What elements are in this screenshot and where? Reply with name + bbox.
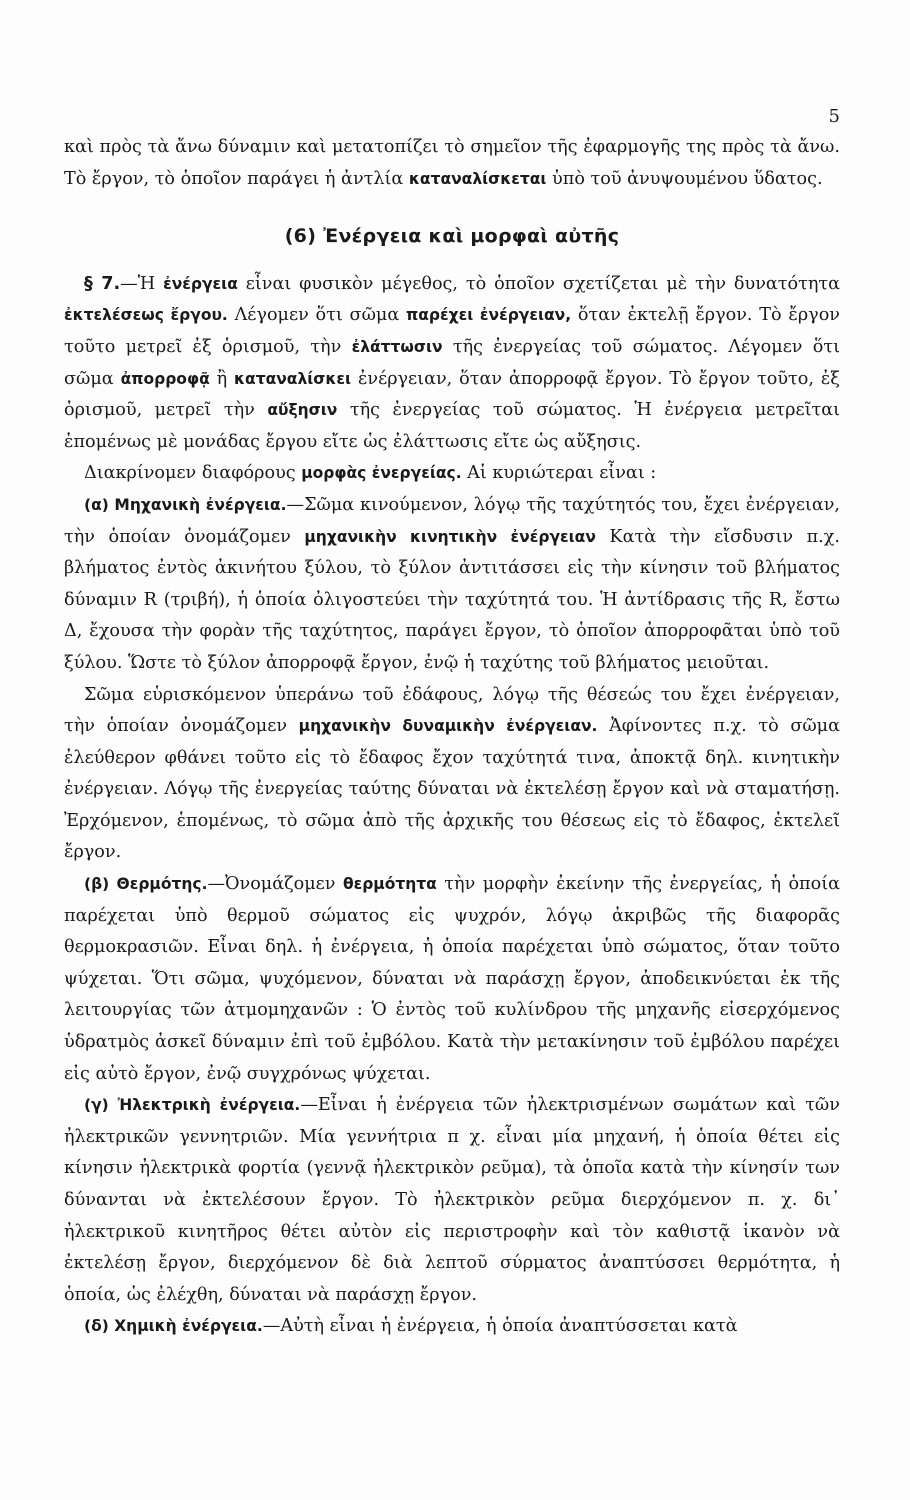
subsection-label: (δ) Χημικὴ ἐνέργεια. [84,1317,263,1336]
paragraph-definition: § 7.—Ἡ ἐνέργεια εἶναι φυσικὸν μέγεθος, τὸ ὁποῖον σχετίζεται μὲ τὴν δυνατότητα ἐκτελέσεως ἔργου. Λέγομεν ὅτι σῶμα παρέχει ἐνέργειαν, ὅταν ἐκτελῇ ἔργον. Τὸ ἔργον τοῦτο μετρεῖ ἐξ ὁρισμοῦ, τὴν ἐλάττωσιν τῆς ἐνεργείας τοῦ σώματος. Λέγομεν ὅτι σῶμα ἀπορροφᾷ ἢ καταναλίσκει ἐνέργειαν, ὅταν ἀπορροφᾷ ἔργον. Τὸ ἔργον τοῦτο, ἐξ ὁρισμοῦ, μετρεῖ τὴν αὔξησιν τῆς ἐνεργείας τοῦ σώματος. Ἡ ἐνέργεια μετρεῖται ἑπομένως μὲ μονάδας ἔργου εἴτε ὡς ἐλάττωσις εἴτε ὡς αὔξησις. [64,273,840,452]
emphasis: αὔξησιν [267,401,338,420]
emphasis: θερμότητα [342,875,437,894]
section-heading: (6) Ἐνέργεια καὶ μορφαὶ αὐτῆς [284,225,620,248]
text-body [64,132,840,1343]
paragraph-forms: Διακρίνομεν διαφόρους μορφὰς ἐνεργείας. Αἱ κυριώτεραι εἶναι : [84,463,657,484]
page-number: 5 [828,106,840,127]
paragraph-mechanical: (α) Μηχανικὴ ἐνέργεια.—Σῶμα κινούμενον, λόγῳ τῆς ταχύτητός του, ἔχει ἐνέργειαν, τὴν ὁποίαν ὀνομάζομεν μηχανικὴν κινητικὴν ἐνέργειαν Κατὰ τὴν εἴσδυσιν π.χ. βλήματος ἐντὸς ἀκινήτου ξύλου, τὸ ξύλον ἀντιτάσσει εἰς τὴν κίνησιν τοῦ βλήματος δύναμιν R (τριβή), ἡ ὁποία ὀλιγοστεύει τὴν ταχύτητά του. Ἡ ἀντίδρασις τῆς R, ἔστω Δ, ἔχουσα τὴν φορὰν τῆς ταχύτητος, παράγει ἔργον, τὸ ὁποῖον ἀπορροφᾶται ὑπὸ τοῦ ξύλου. Ὥστε τὸ ξύλον ἀπορροφᾷ ἔργον, ἐνῷ ἡ ταχύτης τοῦ βλήματος μειοῦται. [64,494,840,673]
emphasis: μηχανικὴν δυναμικὴν ἐνέργειαν. [298,717,598,736]
emphasis: μορφὰς ἐνεργείας. [301,464,462,483]
emphasis: παρέχει ἐνέργειαν, [406,306,572,325]
emphasis: ἐνέργεια [163,274,238,293]
section-number: § 7. [84,273,121,294]
subsection-label: (β) Θερμότης. [84,875,208,894]
paragraph-potential: Σῶμα εὑρισκόμενον ὑπεράνω τοῦ ἐδάφους, λόγῳ τῆς θέσεώς του ἔχει ἐνέργειαν, τὴν ὁποίαν ὀνομάζομεν μηχανικὴν δυναμικὴν ἐνέργειαν. Ἀφίνοντες π.χ. τὸ σῶμα ἐλεύθερον φθάνει τοῦτο εἰς τὸ ἔδαφος ἔχον ταχύτητά τινα, ἀποκτᾷ δηλ. κινητικὴν ἐνέργειαν. Λόγῳ τῆς ἐνεργείας ταύτης δύναται νὰ ἐκτελέσῃ ἔργον καὶ νὰ σταματήσῃ. Ἐρχόμενον, ἑπομένως, τὸ σῶμα ἀπὸ τῆς ἀρχικῆς του θέσεως εἰς τὸ ἔδαφος, ἐκτελεῖ ἔργον. [64,684,840,863]
emphasis: ἐκτελέσεως ἔργου. [64,306,228,325]
paragraph-electric: (γ) Ἠλεκτρικὴ ἐνέργεια.—Εἶναι ἡ ἐνέργεια τῶν ἠλεκτρισμένων σωμάτων καὶ τῶν ἠλεκτρικῶν γεννητριῶν. Μία γεννήτρια π χ. εἶναι μία μηχανή, ἡ ὁποία θέτει εἰς κίνησιν ἠλεκτρικὰ φορτία (γεννᾷ ἠλεκτρικὸν ρεῦμα), τὰ ὁποῖα κατὰ τὴν κίνησίν των δύνανται νὰ ἐκτελέσουν ἔργον. Τὸ ἠλεκτρικὸν ρεῦμα διερχόμενον π. χ. δι᾿ ἠλεκτρικοῦ κινητῆρος θέτει αὐτὸν εἰς περιστροφὴν καὶ τὸν καθιστᾷ ἱκανὸν νὰ ἐκτελέσῃ ἔργον, διερχόμενον δὲ διὰ λεπτοῦ σύρματος ἀναπτύσσει θερμότητα, ἡ ὁποία, ὡς ἐλέχθη, δύναται νὰ παράσχῃ ἔργον. [64,1095,840,1305]
subsection-label: (α) Μηχανικὴ ἐνέργεια. [84,495,287,514]
emphasis: ἀπορροφᾷ [120,369,210,388]
paragraph-chemical: (δ) Χημικὴ ἐνέργεια.—Αὐτὴ εἶναι ἡ ἐνέργεια, ἡ ὁποία ἀναπτύσσεται κατὰ [84,1316,738,1337]
emphasis: μηχανικὴν κινητικὴν ἐνέργειαν [304,527,596,546]
emphasis: καταναλίσκεται [408,169,547,188]
emphasis: καταναλίσκει [234,369,352,388]
subsection-label: (γ) Ἠλεκτρικὴ ἐνέργεια. [84,1096,301,1115]
paragraph-heat: (β) Θερμότης.—Ὀνομάζομεν θερμότητα τὴν μορφὴν ἐκείνην τῆς ἐνεργείας, ἡ ὁποία παρέχεται ὑπὸ θερμοῦ σώματος εἰς ψυχρόν, λόγῳ ἀκριβῶς τῆς διαφορᾶς θερμοκρασιῶν. Εἶναι δηλ. ἡ ἐνέργεια, ἡ ὁποία παρέχεται ὑπὸ σώματος, ὅταν τοῦτο ψύχεται. Ὅτι σῶμα, ψυχόμενον, δύναται νὰ παράσχῃ ἔργον, ἀποδεικνύεται ἐκ τῆς λειτουργίας τῶν ἀτμομηχανῶν : Ὁ ἐντὸς τοῦ κυλίνδρου τῆς μηχανῆς εἰσερχόμενος ὑδρατμὸς ἀσκεῖ δύναμιν ἐπὶ τοῦ ἐμβόλου. Κατὰ τὴν μετακίνησιν τοῦ ἐμβόλου παρέχει εἰς αὐτὸ ἔργον, ἐνῷ συγχρόνως ψύχεται. [64,874,840,1084]
emphasis: ἐλάττωσιν [351,337,443,356]
paragraph-intro: καὶ πρὸς τὰ ἄνω δύναμιν καὶ μετατοπίζει τὸ σημεῖον τῆς ἐφαρμογῆς της πρὸς τὰ ἄνω. Τὸ ἔργον, τὸ ὁποῖον παράγει ἡ ἀντλία καταναλίσκεται ὑπὸ τοῦ ἀνυψουμένου ὕδατος. [64,137,840,189]
